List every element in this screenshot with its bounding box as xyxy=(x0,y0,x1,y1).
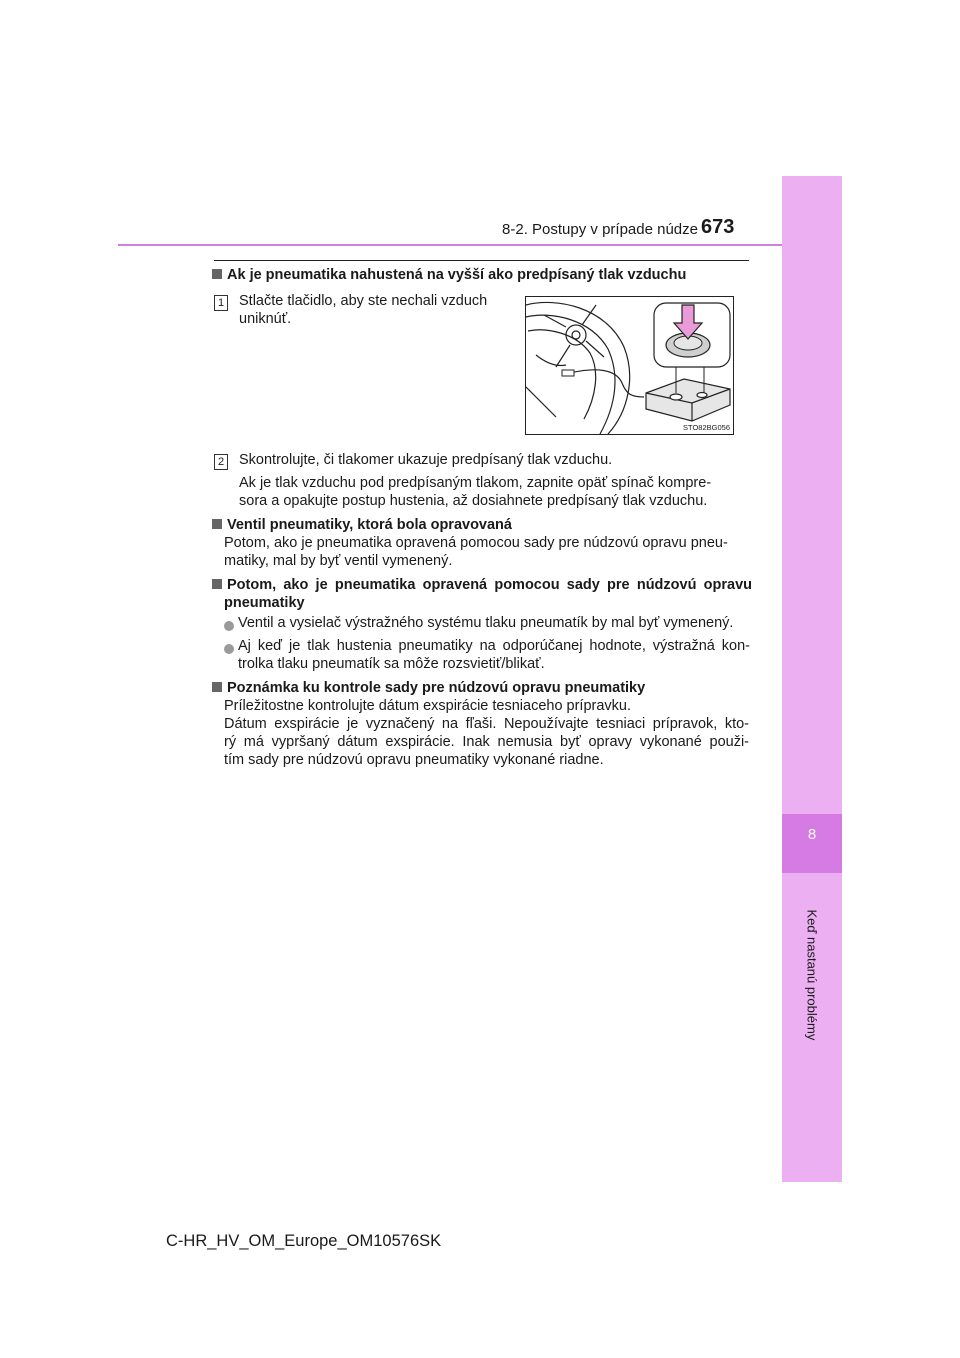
heading-marker xyxy=(212,682,222,692)
content-divider xyxy=(214,260,749,261)
bullet-1 xyxy=(224,618,234,636)
valve-text-line: matiky, mal by byť ventil vymenený. xyxy=(224,553,453,569)
heading-after-repair-cont: pneumatiky xyxy=(224,595,305,611)
illustration-code: STO82BG056 xyxy=(683,423,730,432)
kit-check-line: Príležitostne kontrolujte dátum exspirácie tesniaceho prípravku. xyxy=(224,698,632,714)
heading-text: Poznámka ku kontrole sady pre núdzovú opravu pneumatiky xyxy=(227,680,646,696)
step-2-text: Skontrolujte, či tlakomer ukazuje predpísaný tlak vzduchu. xyxy=(239,452,613,468)
step-1-text-line: Stlačte tlačidlo, aby ste nechali vzduch xyxy=(239,293,488,309)
heading-over-inflated xyxy=(212,266,752,284)
valve-text-line: Potom, ako je pneumatika opravená pomocou sady pre núdzovú opravu pneu- xyxy=(224,535,728,551)
kit-check-line: tím sady pre núdzovú opravu pneumatiky vykonané riadne. xyxy=(224,752,604,768)
chapter-title: Keď nastanú problémy xyxy=(804,909,820,1041)
heading-text: Ventil pneumatiky, ktorá bola opravovaná xyxy=(227,517,512,533)
section-title: 8-2. Postupy v prípade núdze xyxy=(502,221,698,238)
step-2-note-line: Ak je tlak vzduchu pod predpísaným tlakom, zapnite opäť spínač kompre- xyxy=(239,475,712,491)
heading-valve xyxy=(212,516,752,534)
compressor-illustration xyxy=(525,296,734,435)
heading-marker xyxy=(212,269,222,279)
bullet-1-text: Ventil a vysielač výstražného systému tlaku pneumatík by mal byť vymenený. xyxy=(238,615,734,631)
document-code: C-HR_HV_OM_Europe_OM10576SK xyxy=(166,1232,442,1250)
heading-marker xyxy=(212,579,222,589)
kit-check-line: Dátum exspirácie je vyznačený na fľaši. Nepoužívajte tesniaci prípravok, kto- xyxy=(224,716,749,732)
step-number: 1 xyxy=(214,295,228,311)
bullet-2-text-line: trolka tlaku pneumatík sa môže rozsvietiť/blikať. xyxy=(238,656,545,672)
step-1-marker xyxy=(214,293,228,311)
step-2-marker xyxy=(214,452,228,470)
bullet-icon xyxy=(224,621,234,631)
step-number: 2 xyxy=(214,454,228,470)
bullet-icon xyxy=(224,644,234,654)
chapter-number: 8 xyxy=(807,826,817,843)
heading-kit-check xyxy=(212,679,752,697)
chapter-number-box xyxy=(782,814,842,873)
step-1-text-line: uniknúť. xyxy=(239,311,292,327)
tire-compressor-drawing xyxy=(526,297,733,434)
kit-check-line: rý má vypršaný dátum exspirácie. Inak nemusia byť opravy vykonané použi- xyxy=(224,734,749,750)
heading-text: Ak je pneumatika nahustená na vyšší ako predpísaný tlak vzduchu xyxy=(227,267,687,283)
page-number: 673 xyxy=(701,216,735,238)
step-2-note-line: sora a opakujte postup hustenia, až dosiahnete predpísaný tlak vzduchu. xyxy=(239,493,708,509)
bullet-2-text-line: Aj keď je tlak hustenia pneumatiky na odporúčanej hodnote, výstražná kon- xyxy=(238,638,750,654)
bullet-2 xyxy=(224,641,234,659)
heading-after-repair xyxy=(212,576,752,594)
heading-marker xyxy=(212,519,222,529)
header-divider xyxy=(118,244,782,246)
heading-text: Potom, ako je pneumatika opravená pomocou sady pre núdzovú opravu xyxy=(227,577,752,593)
